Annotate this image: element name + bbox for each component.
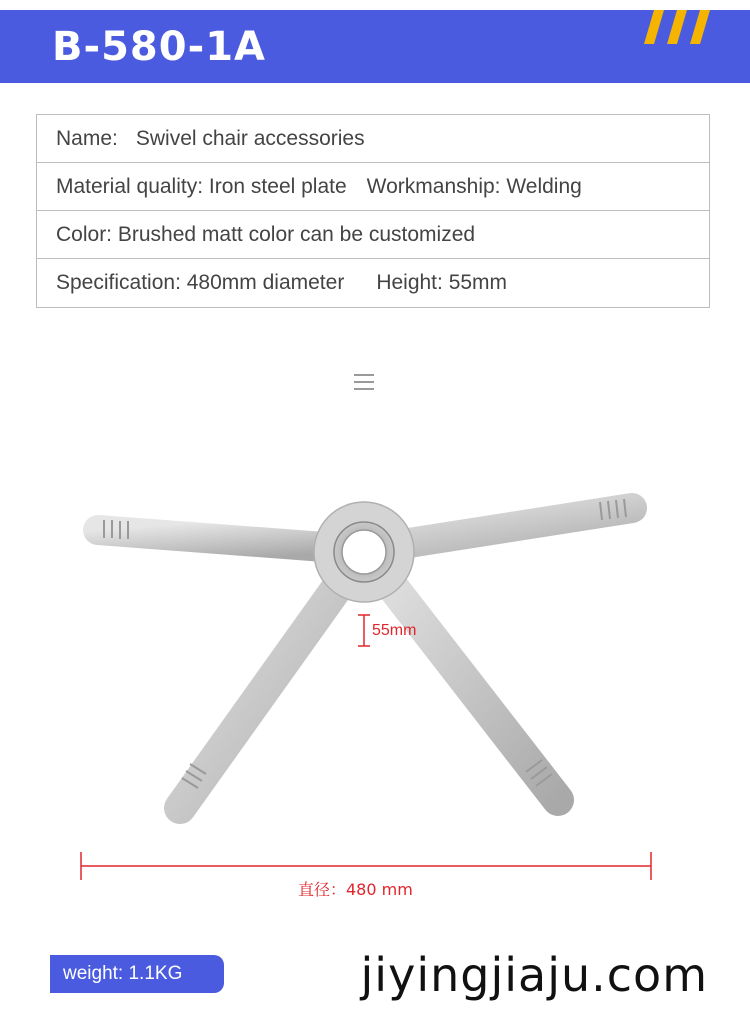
- name-value: Swivel chair accessories: [135, 126, 365, 150]
- product-model-title: B-580-1A: [52, 24, 266, 70]
- height-dimension-marker: [358, 615, 370, 646]
- color-label: Color:: [56, 222, 113, 246]
- website-url: jiyingjiaju.com: [360, 948, 708, 1002]
- specification-table: [36, 114, 710, 308]
- material-label: Material quality:: [56, 174, 204, 198]
- name-label: Name:: [56, 126, 118, 150]
- title-banner: [0, 10, 750, 83]
- workmanship-value: Welding: [506, 174, 582, 198]
- material-value: Iron steel plate: [208, 174, 347, 198]
- spec-row-color: [37, 211, 709, 259]
- spec-row-name: [37, 115, 709, 163]
- workmanship-label: Workmanship:: [366, 174, 501, 198]
- spec-row-material: [37, 163, 709, 211]
- specification-label: Specification:: [56, 271, 181, 294]
- diameter-annotation: 直径：480 mm: [298, 880, 413, 899]
- height-label: Height:: [376, 271, 443, 294]
- spec-row-specification: [37, 259, 709, 307]
- chair-base-illustration: [0, 330, 750, 930]
- specification-value: 480mm diameter: [186, 271, 345, 294]
- decorative-stripes-icon: [642, 10, 712, 44]
- color-value: Brushed matt color can be customized: [117, 222, 476, 246]
- height-value: 55mm: [448, 271, 508, 294]
- chair-base-star-icon: [98, 375, 632, 808]
- diameter-dimension-line: [81, 852, 651, 880]
- height-annotation: 55mm: [372, 622, 417, 639]
- weight-badge: weight: 1.1KG: [50, 955, 224, 993]
